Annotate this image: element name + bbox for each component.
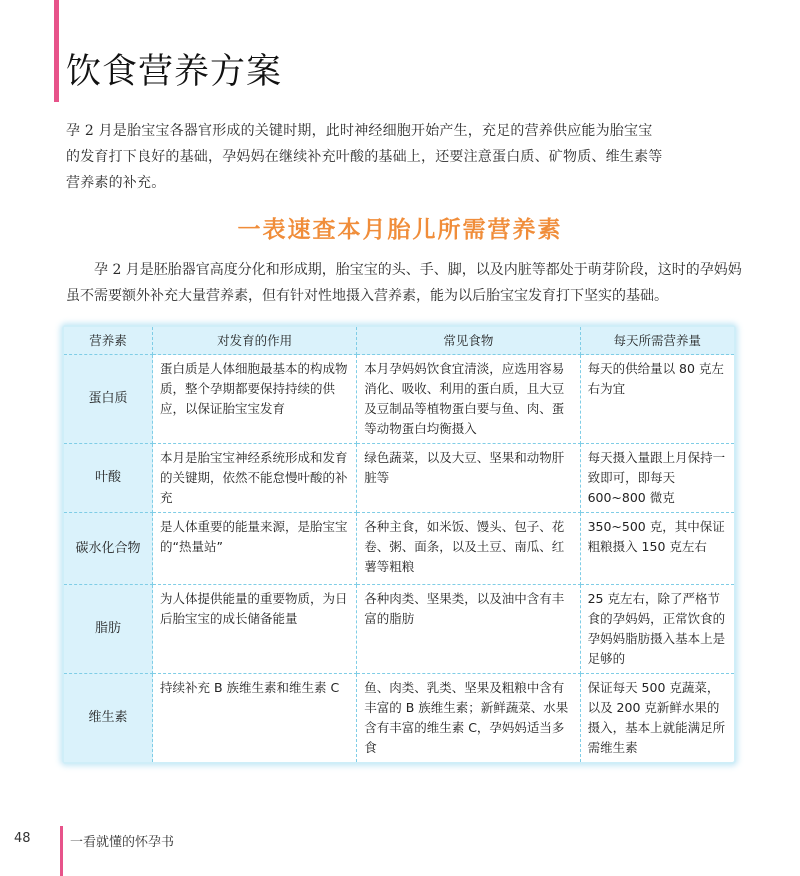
cell-foods: 鱼、肉类、乳类、坚果及粗粮中含有丰富的 B 族维生素；新鲜蔬菜、水果含有丰富的维生素 C，孕妈妈适当多食 (357, 674, 580, 763)
intro-paragraph: 孕 2 月是胎宝宝各器官形成的关键时期，此时神经细胞开始产生，充足的营养供应能为胎宝宝的发育打下良好的基础，孕妈妈在继续补充叶酸的基础上，还要注意蛋白质、矿物质、维生素等营养素的补充。 (66, 123, 663, 191)
cell-role: 本月是胎宝宝神经系统形成和发育的关键期，依然不能怠慢叶酸的补充 (153, 444, 357, 513)
cell-role: 蛋白质是人体细胞最基本的构成物质，整个孕期都要保持持续的供应，以保证胎宝宝发育 (153, 355, 357, 444)
cell-foods: 各种主食，如米饭、馒头、包子、花卷、粥、面条，以及土豆、南瓜、红薯等粗粮 (357, 513, 580, 585)
cell-amount: 25 克左右，除了严格节食的孕妈妈，正常饮食的孕妈妈脂肪摄入基本上是足够的 (580, 585, 734, 674)
cell-role: 持续补充 B 族维生素和维生素 C (153, 674, 357, 763)
cell-nutrient: 蛋白质 (64, 355, 153, 444)
section-paragraph: 孕 2 月是胚胎器官高度分化和形成期，胎宝宝的头、手、脚，以及内脏等都处于萌芽阶段，这时的孕妈妈虽不需要额外补充大量营养素，但有针对性地摄入营养素，能为以后胎宝宝发育打下坚实的基础。 (66, 262, 742, 304)
cell-foods: 本月孕妈妈饮食宜清淡，应选用容易消化、吸收、利用的蛋白质，且大豆及豆制品等植物蛋白要与鱼、肉、蛋等动物蛋白均衡摄入 (357, 355, 580, 444)
header-amount: 每天所需营养量 (580, 327, 734, 355)
header-nutrient: 营养素 (64, 327, 153, 355)
title-accent-bar (54, 0, 59, 102)
cell-nutrient: 维生素 (64, 674, 153, 763)
header-role: 对发育的作用 (153, 327, 357, 355)
cell-nutrient: 叶酸 (64, 444, 153, 513)
cell-nutrient: 脂肪 (64, 585, 153, 674)
cell-role: 是人体重要的能量来源，是胎宝宝的“热量站” (153, 513, 357, 585)
cell-foods: 绿色蔬菜，以及大豆、坚果和动物肝脏等 (357, 444, 580, 513)
book-title: 一看就懂的怀孕书 (70, 835, 175, 850)
cell-nutrient: 碳水化合物 (64, 513, 153, 585)
section-title: 一表速查本月胎儿所需营养素 (237, 217, 563, 243)
nutrition-table-container (62, 325, 736, 764)
cell-foods: 各种肉类、坚果类，以及油中含有丰富的脂肪 (357, 585, 580, 674)
table-header-row (64, 327, 734, 355)
cell-amount: 350~500 克，其中保证粗粮摄入 150 克左右 (580, 513, 734, 585)
table-row (64, 674, 734, 763)
table-row (64, 585, 734, 674)
cell-amount: 保证每天 500 克蔬菜，以及 200 克新鲜水果的摄入，基本上就能满足所需维生素 (580, 674, 734, 763)
table-row (64, 355, 734, 444)
cell-amount: 每天摄入量跟上月保持一致即可，即每天 600~800 微克 (580, 444, 734, 513)
table-row (64, 513, 734, 585)
page-title: 饮食营养方案 (66, 52, 283, 92)
header-foods: 常见食物 (357, 327, 580, 355)
cell-role: 为人体提供能量的重要物质，为日后胎宝宝的成长储备能量 (153, 585, 357, 674)
cell-amount: 每天的供给量以 80 克左右为宜 (580, 355, 734, 444)
nutrition-table (64, 327, 734, 762)
footer-accent-bar (60, 826, 63, 876)
table-row (64, 444, 734, 513)
page-number: 48 (14, 831, 31, 846)
